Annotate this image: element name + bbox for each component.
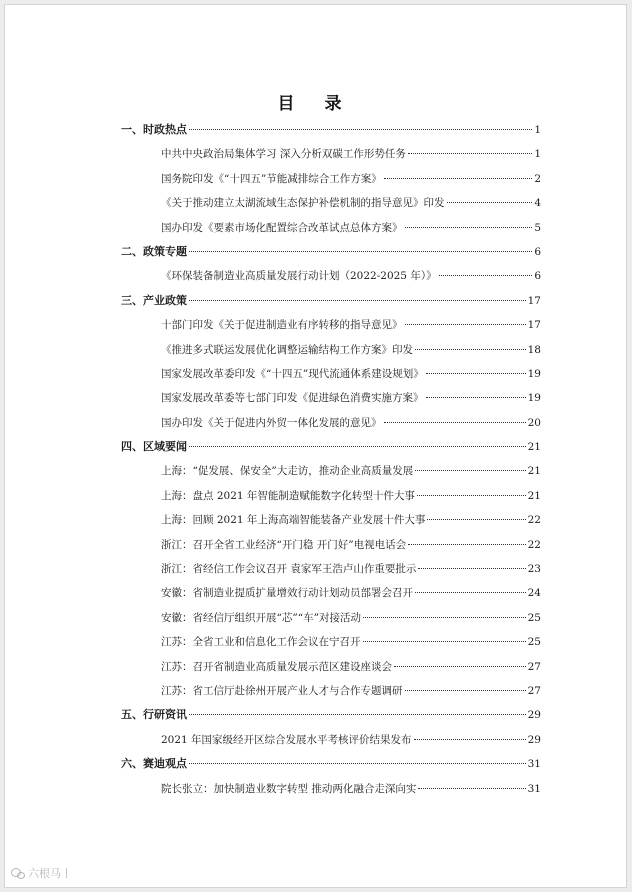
toc-section[interactable] — [121, 118, 541, 142]
toc-leader-dots — [439, 274, 533, 276]
document-page — [4, 4, 627, 888]
toc-page-number: 4 — [534, 197, 541, 210]
toc-entry-label: 四、区域要闻 — [121, 440, 187, 454]
toc-page-number: 27 — [527, 660, 541, 673]
watermark — [11, 865, 72, 881]
toc-item[interactable] — [121, 338, 541, 362]
toc-entry-label: 江苏：省工信厅赴徐州开展产业人才与合作专题调研 — [161, 684, 403, 697]
toc-section[interactable] — [121, 752, 541, 776]
toc-item[interactable] — [121, 142, 541, 166]
toc-item[interactable] — [121, 508, 541, 532]
toc-entry-label: 《推进多式联运发展优化调整运输结构工作方案》印发 — [161, 343, 413, 356]
toc-page-number: 17 — [527, 294, 541, 307]
chat-bubble-icon — [11, 867, 25, 879]
toc-page-number: 23 — [527, 563, 541, 576]
toc-section[interactable] — [121, 289, 541, 313]
toc-page-number: 24 — [527, 587, 541, 600]
toc-leader-dots — [189, 299, 526, 301]
toc-item[interactable] — [121, 533, 541, 557]
toc-page-number: 20 — [527, 416, 541, 429]
toc-entry-label: 安徽：省制造业提质扩量增效行动计划动员部署会召开 — [161, 587, 413, 600]
toc-leader-dots — [414, 738, 526, 740]
toc-item[interactable] — [121, 216, 541, 240]
toc-entry-label: 浙江：省经信工作会议召开 袁家军王浩卢山作重要批示 — [161, 563, 417, 576]
toc-entry-label: 六、赛迪观点 — [121, 757, 187, 771]
toc-leader-dots — [189, 713, 526, 715]
toc-leader-dots — [189, 250, 532, 252]
toc-leader-dots — [408, 543, 526, 545]
watermark-text: 六根马丨 — [28, 867, 72, 880]
toc-item[interactable] — [121, 606, 541, 630]
toc-item[interactable] — [121, 557, 541, 581]
toc-section[interactable] — [121, 435, 541, 459]
table-of-contents — [121, 118, 541, 801]
toc-leader-dots — [427, 518, 525, 520]
toc-item[interactable] — [121, 581, 541, 605]
toc-item[interactable] — [121, 679, 541, 703]
toc-item[interactable] — [121, 484, 541, 508]
toc-entry-label: 江苏：全省工业和信息化工作会议在宁召开 — [161, 636, 361, 649]
toc-item[interactable] — [121, 777, 541, 801]
toc-item[interactable] — [121, 655, 541, 679]
toc-entry-label: 2021 年国家级经开区综合发展水平考核评价结果发布 — [161, 733, 412, 746]
toc-entry-label: 十部门印发《关于促进制造业有序转移的指导意见》 — [161, 319, 403, 332]
toc-page-number: 21 — [527, 465, 541, 478]
toc-entry-label: 五、行研资讯 — [121, 708, 187, 722]
toc-leader-dots — [426, 396, 526, 398]
toc-page-number: 21 — [527, 441, 541, 454]
toc-entry-label: 中共中央政治局集体学习 深入分析双碳工作形势任务 — [161, 148, 406, 161]
toc-entry-label: 院长张立：加快制造业数字转型 推动两化融合走深向实 — [161, 782, 417, 795]
toc-page-number: 18 — [527, 343, 541, 356]
toc-page-number: 5 — [534, 221, 541, 234]
toc-item[interactable] — [121, 411, 541, 435]
toc-leader-dots — [189, 762, 526, 764]
toc-leader-dots — [415, 469, 525, 471]
toc-entry-label: 江苏：召开省制造业高质量发展示范区建设座谈会 — [161, 660, 392, 673]
toc-leader-dots — [447, 201, 533, 203]
toc-leader-dots — [408, 152, 532, 154]
toc-leader-dots — [405, 323, 526, 325]
toc-leader-dots — [384, 177, 533, 179]
toc-page-number: 6 — [534, 270, 541, 283]
toc-leader-dots — [418, 567, 525, 569]
toc-page-number: 17 — [527, 319, 541, 332]
toc-item[interactable] — [121, 459, 541, 483]
toc-item[interactable] — [121, 264, 541, 288]
toc-page-number: 22 — [527, 538, 541, 551]
toc-entry-label: 《环保装备制造业高质量发展行动计划（2022-2025 年）》 — [161, 270, 437, 283]
toc-item[interactable] — [121, 313, 541, 337]
toc-entry-label: 浙江：召开全省工业经济“开门稳 开门好”电视电话会 — [161, 538, 407, 551]
toc-entry-label: 国家发展改革委印发《“十四五”现代流通体系建设规划》 — [161, 367, 424, 380]
toc-item[interactable] — [121, 630, 541, 654]
toc-entry-label: 国办印发《要素市场化配置综合改革试点总体方案》 — [161, 221, 403, 234]
toc-page-number: 25 — [527, 611, 541, 624]
toc-entry-label: 上海：回顾 2021 年上海高端智能装备产业发展十件大事 — [161, 514, 426, 527]
toc-page-number: 22 — [527, 514, 541, 527]
toc-leader-dots — [426, 372, 526, 374]
toc-leader-dots — [189, 445, 526, 447]
toc-page-number: 29 — [527, 709, 541, 722]
toc-page-number: 19 — [527, 367, 541, 380]
toc-leader-dots — [415, 348, 526, 350]
toc-leader-dots — [363, 640, 526, 642]
toc-page-number: 1 — [534, 148, 541, 161]
toc-entry-label: 上海：盘点 2021 年智能制造赋能数字化转型十件大事 — [161, 489, 415, 502]
toc-section[interactable] — [121, 703, 541, 727]
toc-leader-dots — [418, 787, 525, 789]
toc-section[interactable] — [121, 240, 541, 264]
toc-leader-dots — [415, 591, 526, 593]
toc-entry-label: 二、政策专题 — [121, 244, 187, 258]
toc-item[interactable] — [121, 362, 541, 386]
toc-leader-dots — [405, 689, 526, 691]
toc-leader-dots — [363, 616, 526, 618]
toc-page-number: 27 — [527, 684, 541, 697]
toc-page-number: 25 — [527, 636, 541, 649]
toc-entry-label: 国办印发《关于促进内外贸一体化发展的意见》 — [161, 416, 382, 429]
toc-title: 目 录 — [277, 94, 354, 114]
toc-leader-dots — [405, 226, 533, 228]
toc-item[interactable] — [121, 386, 541, 410]
toc-page-number: 31 — [527, 782, 541, 795]
toc-entry-label: 《关于推动建立太湖流域生态保护补偿机制的指导意见》印发 — [161, 197, 445, 210]
toc-item[interactable] — [121, 728, 541, 752]
toc-page-number: 1 — [534, 124, 541, 136]
toc-page-number: 31 — [527, 758, 541, 771]
toc-item[interactable] — [121, 191, 541, 215]
toc-entry-label: 一、时政热点 — [121, 123, 187, 136]
toc-entry-label: 国家发展改革委等七部门印发《促进绿色消费实施方案》 — [161, 392, 424, 405]
toc-entry-label: 安徽：省经信厅组织开展“芯”“车”对接活动 — [161, 611, 361, 624]
toc-entry-label: 上海：“促发展、保安全”大走访，推动企业高质量发展 — [161, 465, 414, 478]
toc-item[interactable] — [121, 167, 541, 191]
toc-entry-label: 国务院印发《“十四五”节能减排综合工作方案》 — [161, 172, 382, 185]
toc-leader-dots — [417, 494, 526, 496]
toc-leader-dots — [189, 128, 532, 130]
toc-page-number: 21 — [527, 489, 541, 502]
toc-entry-label: 三、产业政策 — [121, 293, 187, 307]
toc-page-number: 19 — [527, 392, 541, 405]
toc-leader-dots — [394, 665, 526, 667]
toc-page-number: 2 — [534, 172, 541, 185]
toc-page-number: 6 — [534, 245, 541, 258]
toc-page-number: 29 — [527, 733, 541, 746]
toc-leader-dots — [384, 421, 526, 423]
